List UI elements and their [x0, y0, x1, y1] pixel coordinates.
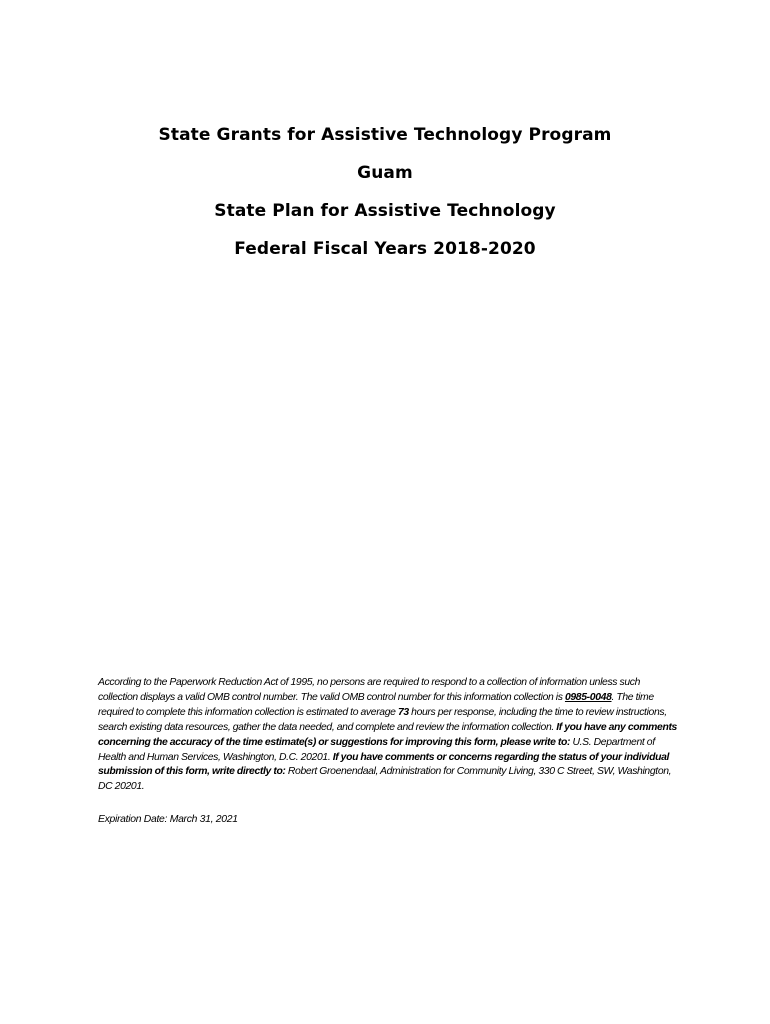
notice-text-5: Robert Groenendaal, Administration for Community Living, 330 C Street, SW, Washington, DC 20201. [98, 766, 672, 793]
state-name: Guam [357, 163, 413, 183]
notice-text-1: According to the Paperwork Reduction Act of 1995, no persons are required to respond to a collection of information unless such collection displays a valid OMB control number. The valid OMB control number for this information collection is [98, 677, 641, 703]
notice-text-3: hours per response, including the time to review instructions, search existing data resources, gather the data needed, and complete and review the information collection. [98, 706, 667, 733]
notice-comments-instruction: If you have any comments concerning the accuracy of the time estimate(s) or suggestions for improving this form, please write to: [98, 721, 677, 748]
omb-control-number: 0985-0048 [564, 691, 612, 703]
notice-status-instruction: If you have comments or concerns regarding the status of your individual submission of this form, write directly to: [98, 751, 670, 778]
title-block [0, 122, 770, 274]
plan-title: State Plan for Assistive Technology [214, 201, 556, 221]
expiration-date: Expiration Date: March 31, 2021 [98, 814, 238, 825]
paperwork-reduction-notice [98, 676, 678, 795]
notice-text-4: U.S. Department of Health and Human Services, Washington, D.C. 20201. [98, 736, 655, 763]
notice-text-2: . The time required to complete this information collection is estimated to average [98, 691, 654, 718]
fiscal-years: Federal Fiscal Years 2018-2020 [234, 239, 536, 259]
burden-hours: 73 [397, 706, 409, 718]
program-title: State Grants for Assistive Technology Program [158, 125, 612, 145]
